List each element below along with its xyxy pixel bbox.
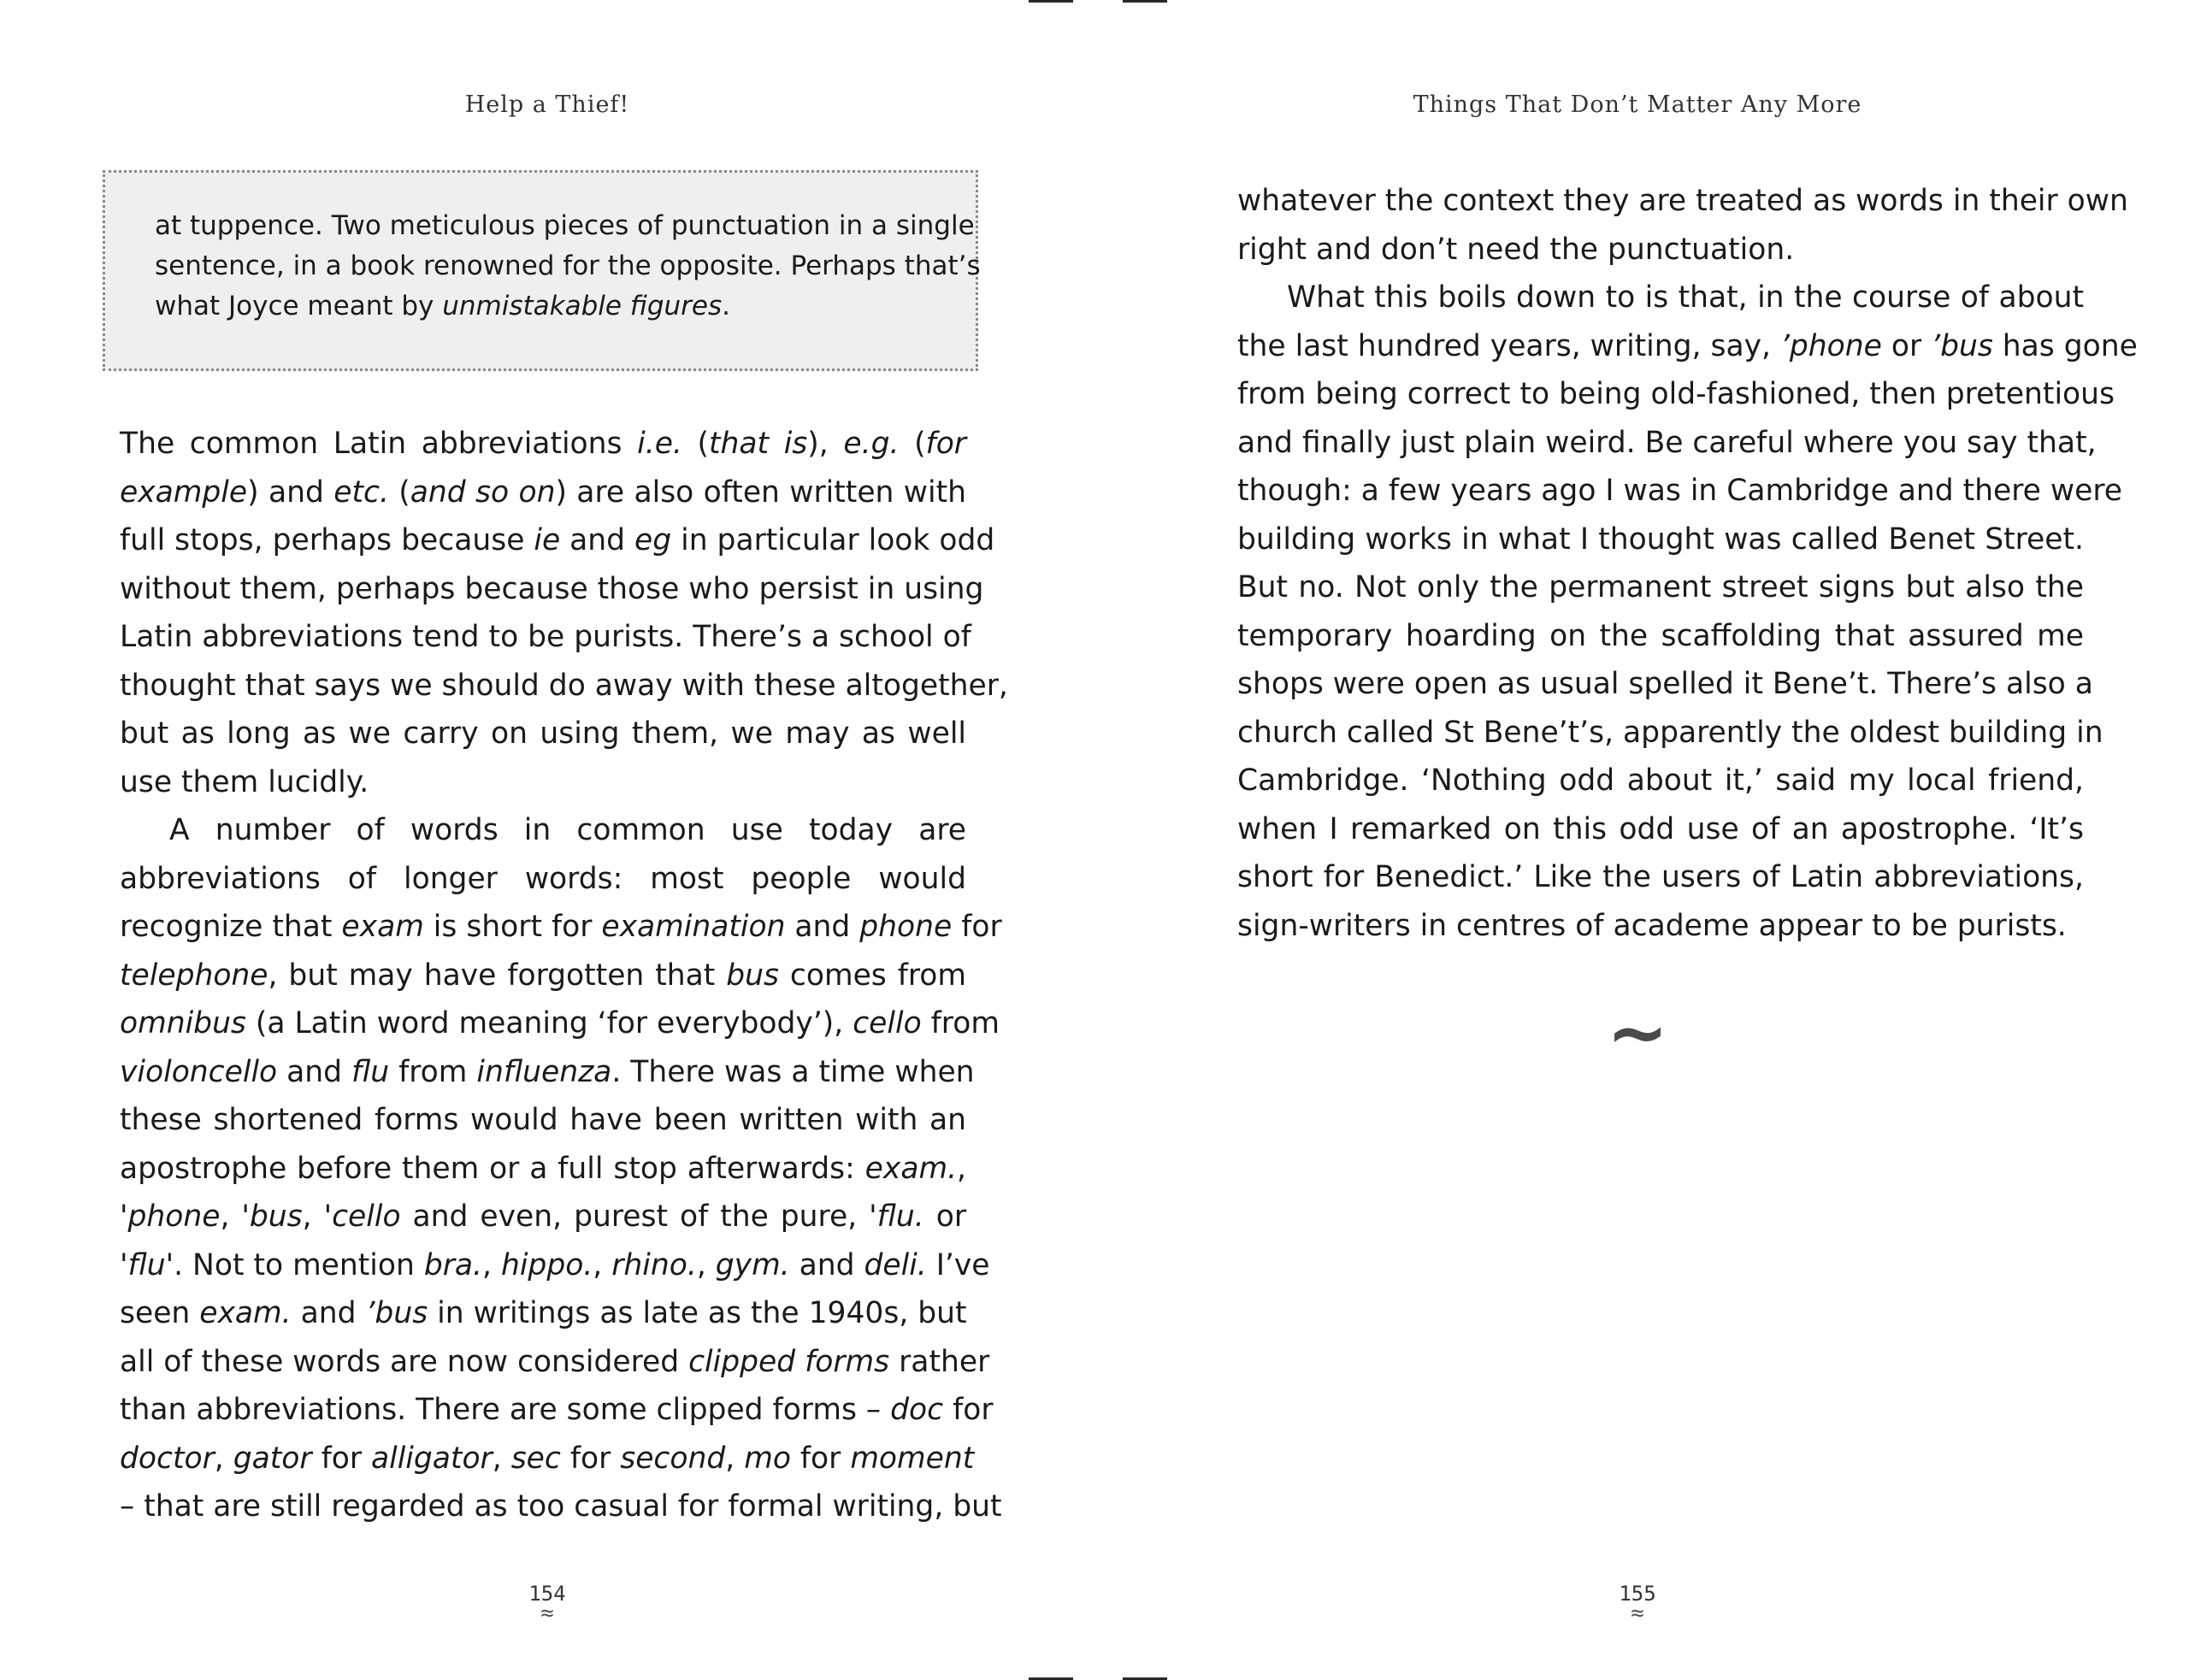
text-run: in particular look odd: [671, 523, 995, 557]
text-line: [120, 1145, 966, 1194]
italic-run: exam.: [864, 1151, 958, 1186]
text-run: Cambridge. ‘Nothing odd about it,’ said my local friend,: [1237, 763, 2084, 798]
italic-run: telephone: [120, 958, 268, 993]
text-line: [120, 1096, 966, 1145]
italic-run: sec: [510, 1441, 561, 1476]
text-line: [120, 662, 1008, 710]
text-line: [1237, 757, 2084, 805]
text-run: shops were open as usual spelled it Bene’t. There’s also a: [1237, 667, 2093, 701]
boxout-text: [155, 206, 981, 327]
text-run: ,: [593, 1247, 612, 1282]
text-line: [1237, 709, 2103, 757]
text-run: What this boils down to is that, in the course of about: [1287, 280, 2084, 315]
text-run: from: [389, 1054, 477, 1089]
section-break-tilde-icon: ~: [1606, 990, 1669, 1076]
italic-run: deli.: [864, 1247, 927, 1282]
italic-run: 'bus: [241, 1200, 303, 1234]
text-line: [120, 806, 966, 855]
text-run: thought that says we should do away with these altogether,: [120, 668, 1008, 703]
text-line: [155, 246, 981, 286]
text-run: But no. Not only the permanent street signs but also the: [1237, 570, 2084, 604]
italic-run: for: [925, 427, 966, 461]
text-run: from: [921, 1006, 1000, 1040]
text-line: [120, 516, 995, 565]
text-run: I’ve: [926, 1247, 990, 1282]
text-line: [120, 855, 966, 904]
text-run: for: [560, 1441, 621, 1476]
text-run: temporary hoarding on the scaffolding that assured me: [1237, 618, 2084, 653]
text-line: [1237, 563, 2084, 612]
text-run: sentence, in a book renowned for the opposite. Perhaps that’s: [155, 251, 981, 281]
text-run: ,: [696, 1247, 716, 1282]
text-run: these shortened forms would have been written with an: [120, 1103, 966, 1137]
text-run: or: [1881, 328, 1932, 363]
left-page: [0, 0, 1094, 1680]
italic-run: clipped forms: [688, 1344, 890, 1379]
text-line: [120, 1483, 1002, 1531]
text-line: [120, 1241, 990, 1290]
text-run: Latin abbreviations tend to be purists. There’s a school of: [120, 620, 971, 654]
text-run: or: [923, 1200, 967, 1234]
text-run: at tuppence. Two meticulous pieces of punctuation in a single: [155, 210, 975, 241]
italic-run: influenza: [476, 1054, 612, 1089]
text-run: though: a few years ago I was in Cambridge and there were: [1237, 474, 2122, 508]
text-run: (a Latin word meaning ‘for everybody’),: [245, 1006, 853, 1040]
text-run: from being correct to being old-fashioned, then pretentious: [1237, 377, 2115, 411]
running-head: Help a Thief!: [464, 91, 630, 118]
text-line: [1237, 516, 2084, 564]
text-run: ,: [220, 1200, 242, 1234]
text-line: [1237, 853, 2084, 902]
italic-run: doctor: [120, 1441, 215, 1476]
italic-run: unmistakable figures: [442, 291, 723, 321]
text-line: [1237, 467, 2122, 516]
text-run: without them, perhaps because those who persist in using: [120, 571, 984, 606]
boxout-panel: [103, 170, 981, 371]
italic-run: 'phone: [120, 1200, 221, 1234]
italic-run: ’bus: [365, 1296, 428, 1330]
text-line: [1237, 612, 2084, 661]
italic-run: cello: [853, 1006, 922, 1040]
text-run: building works in what I thought was called Benet Street.: [1237, 522, 2084, 557]
italic-run: 'cello: [323, 1200, 401, 1234]
italic-run: exam: [341, 910, 424, 944]
italic-run: bra.: [423, 1247, 483, 1282]
italic-run: violoncello: [120, 1054, 278, 1089]
italic-run: mo: [744, 1441, 791, 1476]
text-run: – that are still regarded as too casual for formal writing, but: [120, 1489, 1002, 1524]
text-line: [1237, 177, 2128, 226]
text-line: [1237, 419, 2097, 468]
text-run: rather: [889, 1344, 990, 1379]
text-line: [1237, 902, 2084, 951]
text-run: the last hundred years, writing, say,: [1237, 328, 1780, 363]
text-run: , but may have forgotten that: [268, 958, 727, 993]
text-run: (: [899, 427, 926, 461]
text-run: and even, purest of the pure,: [400, 1200, 870, 1234]
text-line: [1237, 805, 2084, 854]
text-run: has gone: [1992, 328, 2138, 363]
italic-run: doc: [890, 1393, 944, 1427]
text-line: [120, 710, 966, 758]
running-head: Things That Don’t Matter Any More: [1413, 91, 1862, 118]
text-run: but as long as we carry on using them, we may as well: [120, 716, 966, 751]
text-run: ,: [482, 1247, 501, 1282]
page-number: 155: [1619, 1582, 1656, 1606]
text-line: [120, 565, 984, 614]
text-run: for: [943, 1393, 994, 1427]
italic-run: and so on: [410, 475, 556, 510]
text-run: full stops, perhaps because: [120, 523, 534, 557]
text-run: right and don’t need the punctuation.: [1237, 232, 1795, 267]
italic-run: alligator: [370, 1441, 493, 1476]
italic-run: 'flu.: [869, 1200, 924, 1234]
folio: [1193, 1582, 2082, 1626]
italic-run: exam.: [199, 1296, 292, 1330]
text-run: ,: [214, 1441, 233, 1476]
italic-run: moment: [850, 1441, 975, 1476]
text-run: A number of words in common use today are: [169, 813, 966, 847]
text-run: recognize that: [120, 910, 342, 944]
text-line: [120, 952, 966, 1000]
text-line: [1237, 274, 2084, 322]
italic-run: 'flu': [120, 1247, 174, 1282]
text-line: [120, 420, 966, 469]
text-line: [1237, 226, 2084, 274]
italic-run: ’phone: [1779, 328, 1882, 363]
wave-ornament-icon: ≈: [1631, 1600, 1644, 1626]
italic-run: omnibus: [120, 1006, 246, 1040]
text-run: (: [388, 475, 410, 510]
italic-run: example: [120, 475, 248, 510]
text-line: [120, 469, 966, 517]
body-text: [120, 420, 1008, 1531]
italic-run: gator: [233, 1441, 312, 1476]
text-run: whatever the context they are treated as words in their own: [1237, 184, 2128, 218]
text-line: [120, 1386, 994, 1435]
right-page: [1094, 0, 2189, 1680]
wave-ornament-icon: ≈: [540, 1600, 554, 1626]
text-line: [120, 758, 966, 807]
text-line: [1237, 370, 2115, 419]
text-run: and: [277, 1054, 351, 1089]
italic-run: eg: [634, 523, 672, 557]
italic-run: rhino.: [611, 1247, 697, 1282]
text-line: [120, 1048, 975, 1097]
text-run: in writings as late as the 1940s, but: [428, 1296, 967, 1330]
text-run: and: [785, 910, 860, 944]
text-run: . There was a time when: [611, 1054, 975, 1089]
text-run: comes from: [778, 958, 966, 993]
text-run: ) are also often written with: [555, 475, 966, 510]
text-run: and: [789, 1247, 864, 1282]
italic-run: etc.: [333, 475, 389, 510]
text-line: [120, 1289, 966, 1338]
text-run: ,: [492, 1441, 511, 1476]
italic-run: ’bus: [1931, 328, 1993, 363]
body-text: [1237, 177, 2138, 950]
text-run: ) and: [247, 475, 334, 510]
italic-run: i.e.: [637, 427, 682, 461]
text-line: [120, 1435, 975, 1483]
text-run: The common Latin abbreviations: [120, 427, 638, 461]
text-line: [120, 999, 1000, 1048]
italic-run: examination: [601, 910, 786, 944]
text-line: [155, 206, 975, 246]
text-run: what Joyce meant by: [155, 291, 443, 321]
text-run: ,: [725, 1441, 745, 1476]
page-number: 154: [528, 1582, 566, 1606]
text-run: ),: [807, 427, 844, 461]
text-run: and: [291, 1296, 366, 1330]
italic-run: second: [620, 1441, 726, 1476]
italic-run: hippo.: [500, 1247, 593, 1282]
text-run: for: [952, 910, 1002, 944]
text-run: short for Benedict.’ Like the users of Latin abbreviations,: [1237, 860, 2084, 894]
italic-run: flu: [351, 1054, 390, 1089]
italic-run: that is: [709, 427, 808, 461]
text-run: . Not to mention: [174, 1247, 424, 1282]
text-run: for: [790, 1441, 851, 1476]
text-run: seen: [120, 1296, 200, 1330]
italic-run: ie: [534, 523, 561, 557]
italic-run: phone: [859, 910, 953, 944]
text-line: [155, 286, 926, 327]
text-line: [120, 903, 1002, 952]
italic-run: bus: [726, 958, 779, 993]
text-run: (: [681, 427, 710, 461]
text-run: church called St Bene’t’s, apparently the oldest building in: [1237, 715, 2103, 750]
text-run: ,: [957, 1151, 966, 1186]
folio: [103, 1582, 992, 1626]
text-run: and finally just plain weird. Be careful where you say that,: [1237, 425, 2097, 460]
text-run: when I remarked on this odd use of an apostrophe. ‘It’s: [1237, 811, 2084, 846]
text-run: for: [311, 1441, 371, 1476]
text-run: .: [722, 291, 730, 321]
text-line: [120, 1193, 966, 1241]
text-run: sign-writers in centres of academe appear to be purists.: [1237, 908, 2067, 943]
text-run: ,: [302, 1200, 324, 1234]
text-run: apostrophe before them or a full stop afterwards:: [120, 1151, 865, 1186]
text-line: [1237, 660, 2093, 709]
text-run: use them lucidly.: [120, 764, 369, 799]
italic-run: e.g.: [843, 427, 900, 461]
text-run: and: [560, 523, 635, 557]
text-run: all of these words are now considered: [120, 1344, 689, 1379]
text-line: [120, 613, 971, 662]
italic-run: gym.: [715, 1247, 790, 1282]
text-line: [120, 1338, 990, 1387]
text-run: than abbreviations. There are some clipped forms –: [120, 1393, 891, 1427]
text-run: abbreviations of longer words: most people would: [120, 861, 966, 896]
text-run: is short for: [423, 910, 602, 944]
text-line: [1237, 322, 2138, 371]
